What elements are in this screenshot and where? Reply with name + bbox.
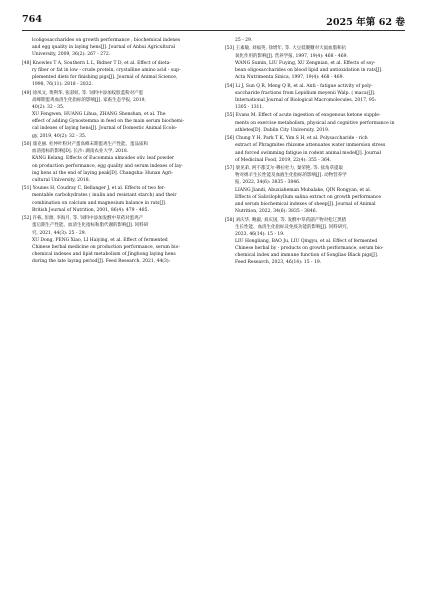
- reference-entry: [57] 梁见弟, 阿不都艾尔·穆拉杜力, 秦荣艳, 等. 盐角草提取 物对绵羊生长性能及血液生化指标的影响[J]. 动物营养学 报, 2022, 34(6): 3835 - 3846. LIANG Jiandi, Abuxiaheman Mubalake, QIN Rongyan, et al. Effects of Salicilophyllum salina extract on growth performance and serum biochemical indexes of sheep[J]. Journal of Animal Nutrition, 2022, 34(6): 3835 - 3846.: [225, 166, 382, 215]
- reference-entry: [51] Younes H, Coudray C, Bellanger J, et al. Effects of two fer- mentable carbohydrates ( inulin and resistant starch) and their combination on calcium and magnesium balance in rats[J]. British Journal of Nutrition, 2001, 86(4): 479 - 485.: [22, 186, 177, 213]
- reference-entry: [48] Knowles T A, Southern L L, Bidner T D, et al. Effect of dieta- ry fiber or fat in low - crude protein, crystalline amino acid - sup- plemented diets for finishing pigs[J]. Journal of Animal Science, 1998, 76(11): 2818 - 2832.: [22, 60, 181, 88]
- reference-continuation: lcoligosaccharides on growth performance , biochemical indexes and egg quality in laying hens[J]. Journal of Anhui Agricultural University, 2009, 36(2): 267 - 272.: [32, 38, 181, 58]
- right-column: [225, 37, 406, 268]
- reference-entry: [53] 王素敏, 刘福英, 徐增年, 等. 大豆低聚糖对大鼠血脂和抗 氧化作用的影响[J]. 营养学报, 1997, 19(4): 468 - 469. WANG Sumin, LIU Fuying, XU Zengnian, et al. Effects of soy- bean oligosaccharides on blood lipid and antioxidation in rats[J]. Acta Nutrimenta Sinica, 1997, 19(4): 468 - 469.: [225, 46, 383, 81]
- page-number: 764: [22, 14, 43, 25]
- page-header: [22, 14, 405, 28]
- journal-volume: 2025 年第 62 卷: [326, 17, 405, 28]
- header-rule: [22, 30, 405, 31]
- left-column: [22, 37, 203, 267]
- reference-entry: [58] 刘庆华, 鲍毅, 刘庆国, 等. 发酵中草药副产物对松辽黑猪 生长性能、血清生化指标及免疫功能的影响[J]. 饲料研究, 2023, 46(14): 15 - 19. LIU Hongliang, BAO Ju, LIU Qingyu, et al. Effect of fermented Chinese herbal by - products on growth performance, serum bio- chemical index and immune function of Songliao Black pigs[J]. Feed Research, 2023, 46(14): 15 - 19.: [225, 217, 384, 266]
- reference-entry: [52] 许栋, 彭源, 李海月, 等. 饲料中添加发酵中草药对蛋鸡产 蛋后期生产性能、血清生化指标和脂代谢的影响[J]. 饲料研 究, 2021, 44(3): 25 - 29. XU Dong, PENG Xiao, LI Haiying, et al. Effect of fermented Chinese herbal medicine on production performance, serum bio- chemical indexes and lipid metabolism of Jinghong laying hens during the late laying period[J]. Feed Research, 2021, 44(3):: [22, 216, 180, 265]
- reference-entry: [50] 康克丽. 杜仲叶粉对产蛋高峰末期蛋鸡生产性能、蛋品质和 血清指标的影响[D]. 长沙: 湖南农业大学, 2018. KANG Kelang. Effects of Eucommia ulmoides oliv. leaf powder on production performance, egg quality and serum indexes of lay- ing hens at the end of laying peak[D]. Changsha: Hunan Agri- cultural University, 2018.: [22, 142, 183, 183]
- reference-entry: [55] Evans M. Effect of acute ingestion of exogenous ketone supple- ments on exercise metabolism, physical and cognitive performance in athletes[D]. Dublin City University, 2019.: [225, 113, 395, 133]
- reference-entry: [49] 徐凤文, 黄利华, 张彩虹, 等. 饲料中添加纹股蓝粉对产蛋 高峰期蛋鸡血清生化指标的影响[J]. 家畜生态学报, 2019, 40(2): 32 - 35. XU Fengwen, HUANG Lihua, ZHANG Shenshan, et al. The effect of adding Gynostemma in feed on the main serum biochemi- cal indexes of laying hens[J]. Journal of Domestic Animal Ecolo- gy, 2019, 40(2): 32 - 35.: [22, 90, 185, 139]
- reference-continuation: 25 - 29.: [235, 38, 253, 43]
- reference-entry: [54] Li J, Sun Q R, Meng Q R, et al. Anti - fatigue activity of poly- saccharide fractions from Lepidium meyenii Walp. ( maca)[J]. International Journal of Biological Macromolecules, 2017, 95: 1305 - 1311.: [225, 83, 377, 110]
- reference-entry: [56] Chung Y H, Park T K, Yim S H, et al. Polysaccharide - rich extract of Phragmites rhizome attenuates water immersion stress and forced swimming fatigue in rodent animal model[J]. Journal of Medicinal Food, 2019, 22(4): 355 - 364.: [225, 136, 386, 163]
